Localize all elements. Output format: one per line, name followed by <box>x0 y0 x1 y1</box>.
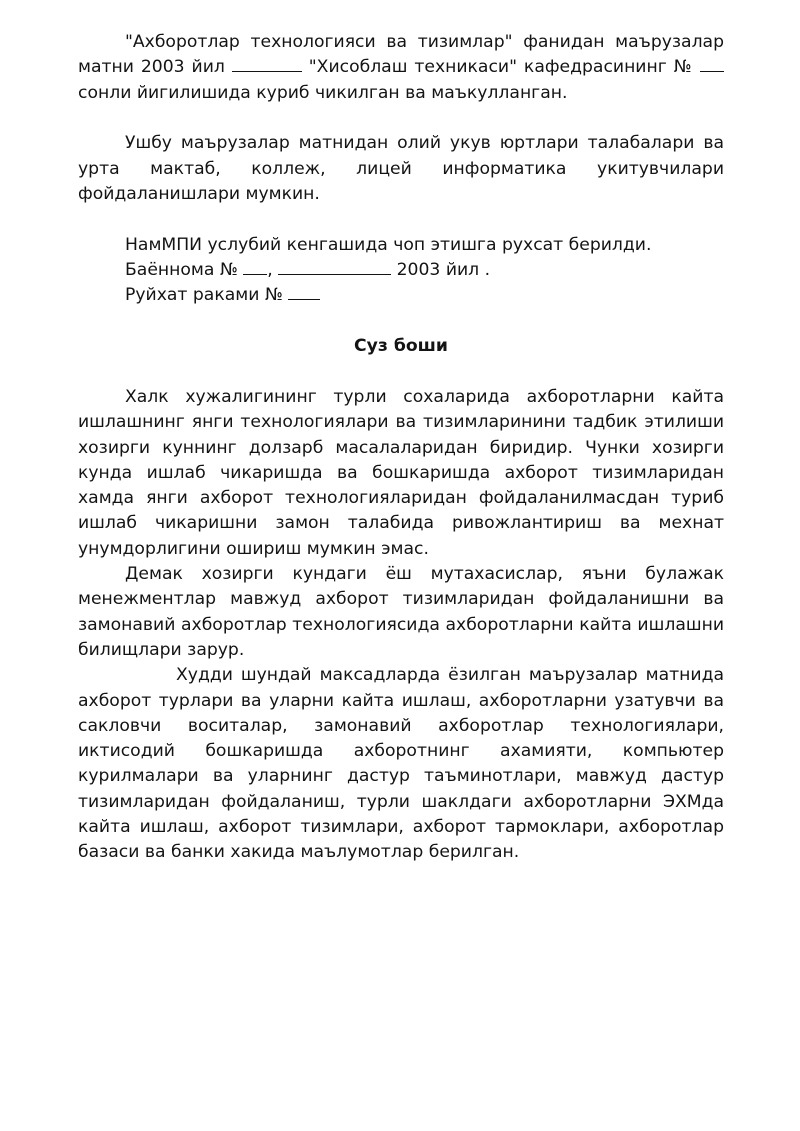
intro-text-1: "Ахборотлар технологияси ва тизимлар" фанидан маърузалар матни 2003 йил <box>78 32 724 78</box>
approval-block <box>78 233 724 309</box>
protocol-suffix: 2003 йил . <box>396 260 491 281</box>
registration-prefix: Руйхат раками № <box>125 285 283 306</box>
spacer <box>78 309 724 335</box>
body-paragraph-2: Демак хозирги кундаги ёш мутахасислар, яъни булажак менежментлар мавжуд ахборот тизимларидан фойдаланишни ва замонавий ахборотлар технологиясида ахборотларни кайта ишлашни билищлари зарур. <box>78 564 724 660</box>
body-paragraph-3: Худди шундай максадларда ёзилган маърузалар матнида ахборот турлари ва уларни кайта ишлаш, ахборотларни узатувчи ва сакловчи воситалар, замонавий ахборотлар технологиялари, иктисодий бошкаришда ахборотнинг ахамияти, компьютер курилмалари ва уларнинг дастур таъминотлари, мавжуд дастур тизимларидан фойдаланиш, турли шаклдаги ахборотларни ЭХМда кайта ишлаш, ахборот тизимлари, ахборот тармоклари, ахборотлар базаси ва банки хакида маълумотлар берилган. <box>78 665 724 863</box>
registration-line <box>125 283 724 308</box>
protocol-line <box>125 258 724 283</box>
usage-paragraph: Ушбу маърузалар матнидан олий укув юртлари талабалари ва урта мактаб, коллеж, лицей информатика укитувчилари фойдаланишлари мумкин. <box>78 133 724 204</box>
registration-number-blank <box>288 298 320 300</box>
body-paragraph-1: Халк хужалигининг турли сохаларида ахборотларни кайта ишлашнинг янги технологиялари ва тизимларинини тадбик этилиши хозирги куннинг долзарб масалаларидан биридир. Чунки хозирги кунда ишлаб чикаришда ва бошкаришда ахборот тизимларидан хамда янги ахборот технологияларидан фойдаланилмасдан туриб ишлаб чикаришни замон талабида ривожлантириш ва мехнат унумдорлигини ошириш мумкин эмас. <box>78 386 724 559</box>
section-heading: Суз боши <box>354 336 448 357</box>
spacer <box>78 207 724 233</box>
intro-text-2: "Хисоблаш техникаси" кафедрасининг № <box>308 57 694 78</box>
spacer <box>78 359 724 385</box>
meeting-number-blank <box>700 70 724 72</box>
protocol-date-blank <box>278 273 391 275</box>
document-page <box>78 30 724 866</box>
date-blank <box>232 70 302 72</box>
protocol-separator: , <box>267 260 273 281</box>
protocol-prefix: Баённома № <box>125 260 238 281</box>
protocol-number-blank <box>243 273 267 275</box>
approval-line: НамМПИ услубий кенгашида чоп этишга рухсат берилди. <box>125 234 652 255</box>
spacer <box>78 106 724 132</box>
intro-text-3: сонли йигилишида куриб чикилган ва маъкулланган. <box>78 82 568 103</box>
intro-paragraph <box>78 30 724 106</box>
